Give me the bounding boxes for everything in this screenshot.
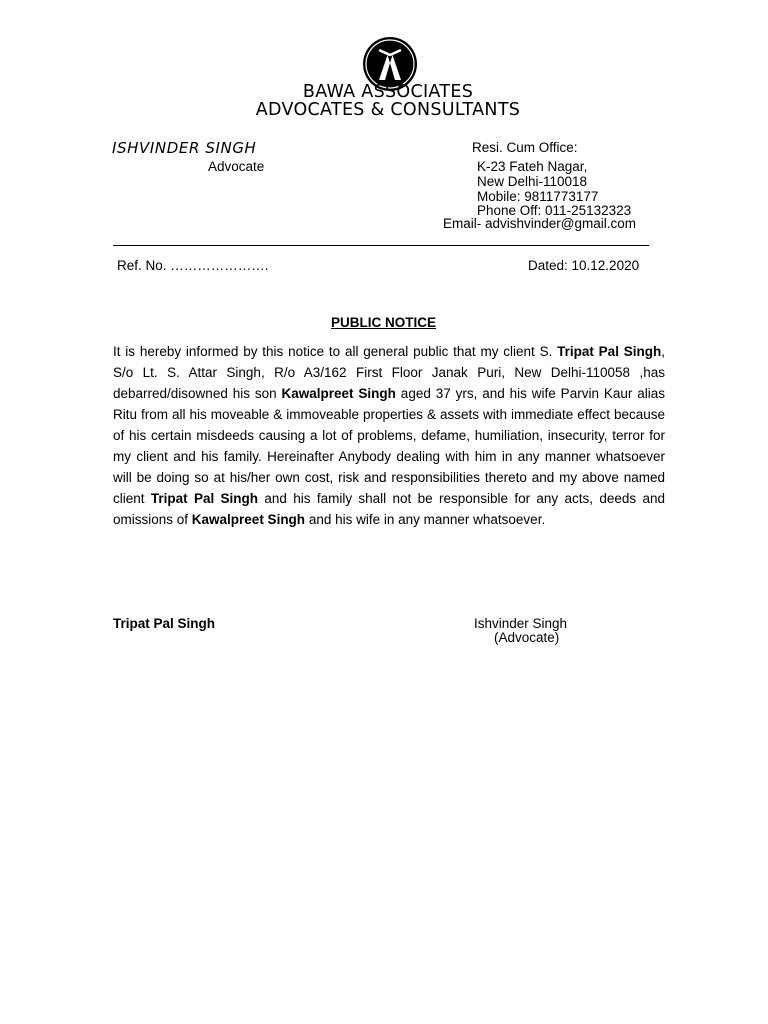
- son-name-bold: Kawalpreet Singh: [281, 386, 396, 401]
- firm-name: BAWA ASSOCIATES: [302, 82, 474, 102]
- client-signature-name: Tripat Pal Singh: [113, 616, 216, 631]
- office-phone: Phone Off: 011-25132323: [477, 203, 632, 218]
- notice-text: It is hereby informed by this notice to all general public that my client S.: [113, 344, 558, 359]
- advocate-signature-name: Ishvinder Singh: [474, 616, 568, 631]
- notice-body: [113, 341, 665, 530]
- advocate-title: Advocate: [208, 159, 265, 174]
- client-name-bold: Tripat Pal Singh: [150, 491, 259, 506]
- son-name-bold: Kawalpreet Singh: [191, 512, 306, 527]
- office-email: Email- advishvinder@gmail.com: [443, 216, 637, 231]
- notice-text: , S/o Lt. S. Attar Singh, R/o A3/162 First Floor Janak Puri, New Delhi-110058 ,has debarred/disowned his son: [113, 344, 665, 401]
- header-divider: [113, 245, 649, 246]
- office-mobile: Mobile: 9811773177: [477, 189, 599, 204]
- notice-text: and his family shall not be responsible for any acts, deeds and omissions of: [113, 491, 665, 527]
- firm-subtitle: ADVOCATES & CONSULTANTS: [255, 100, 521, 120]
- client-name-bold: Tripat Pal Singh: [557, 344, 662, 359]
- notice-text: aged 37 yrs, and his wife Parvin Kaur alias Ritu from all his moveable & immoveable properties & assets with immediate effect because of his certain misdeeds causing a lot of problems, defame, humiliation, insecurity, terror for my client and his family. Hereinafter Anybody dealing with him in any manner whatsoever will be doing so at his/her own cost, risk and responsibilities thereto and my above named client: [113, 386, 665, 506]
- office-address-line1: K-23 Fateh Nagar,: [477, 159, 588, 174]
- office-heading: Resi. Cum Office:: [472, 140, 578, 155]
- advocate-signature-role: (Advocate): [494, 630, 560, 645]
- advocate-name: ISHVINDER SINGH: [112, 139, 257, 157]
- office-address-line2: New Delhi-110018: [477, 174, 588, 189]
- notice-text: and his wife in any manner whatsoever.: [305, 512, 546, 527]
- notice-date: Dated: 10.12.2020: [528, 258, 640, 273]
- reference-number: Ref. No. ………………….: [117, 258, 269, 273]
- notice-title: PUBLIC NOTICE: [331, 315, 437, 330]
